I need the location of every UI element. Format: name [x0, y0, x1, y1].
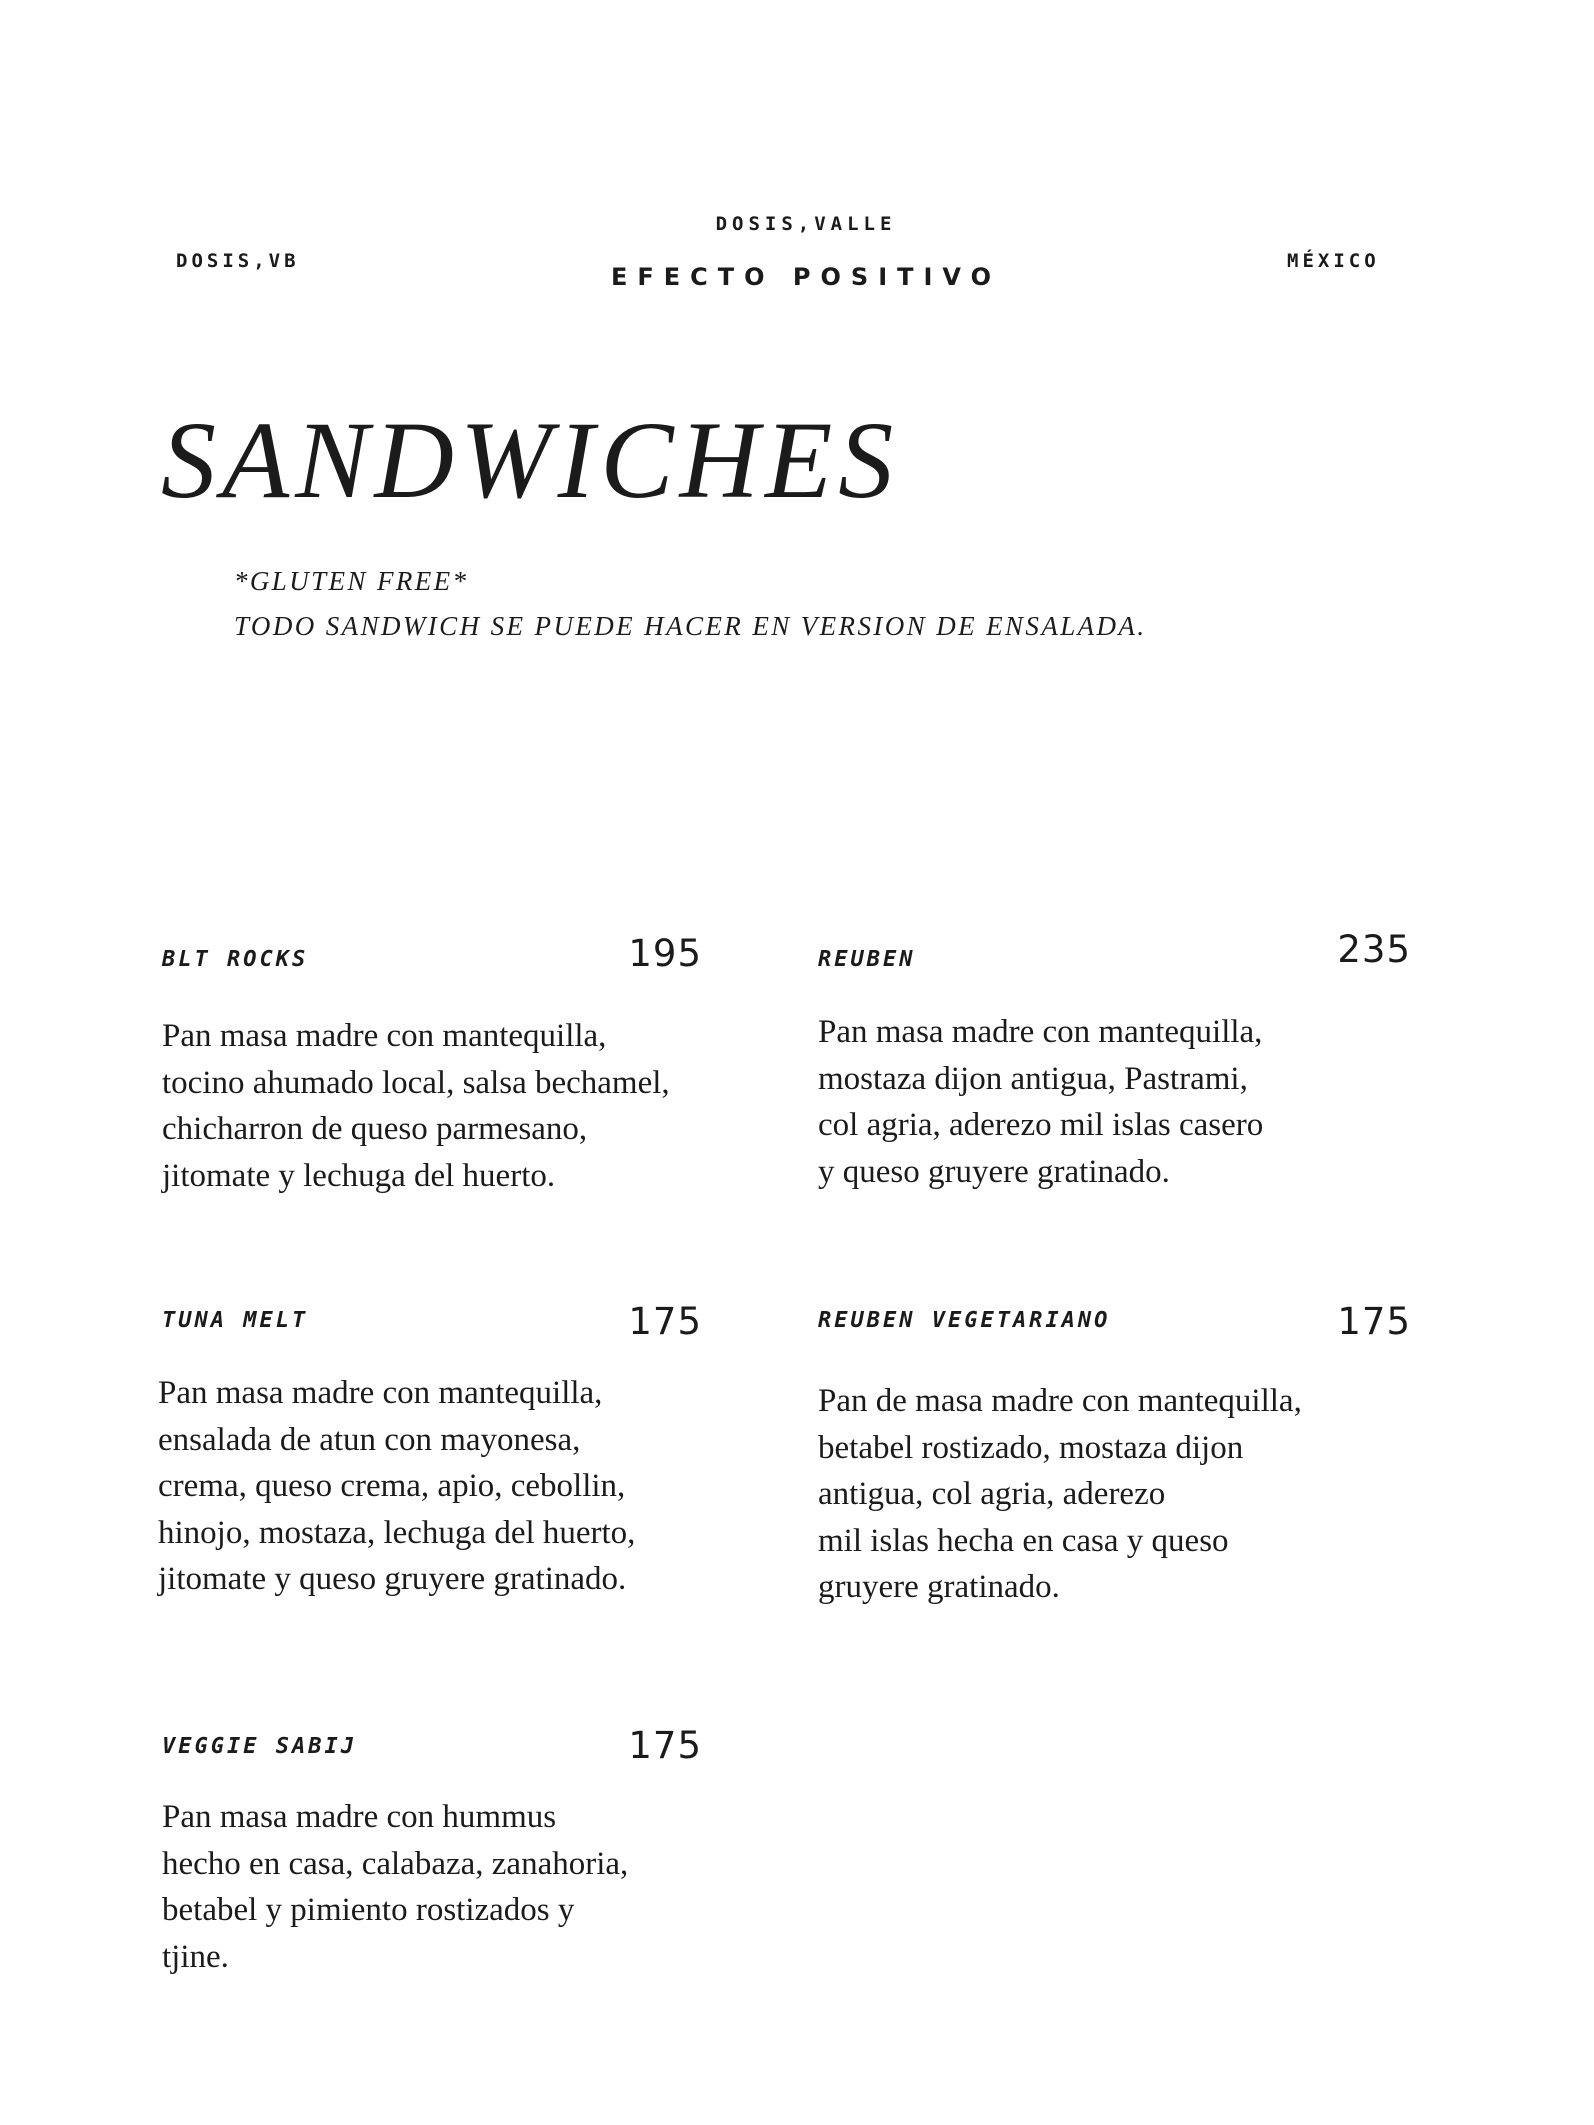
menu-item-description: Pan masa madre con mantequilla, tocino ahumado local, salsa bechamel, chicharron de queso parmesano, jitomate y lechuga del huerto.	[162, 1018, 670, 1194]
menu-item-description: Pan masa madre con mantequilla, mostaza dijon antigua, Pastrami, col agria, aderezo mil islas casero y queso gruyere gratinado.	[818, 1014, 1264, 1190]
menu-item-description: Pan masa madre con mantequilla, ensalada de atun con mayonesa, crema, queso crema, apio, cebollin, hinojo, mostaza, lechuga del huerto, jitomate y queso gruyere gratinado.	[158, 1375, 636, 1597]
header-center-sublabel: DOSIS,VALLE	[715, 213, 897, 235]
menu-item-price: 175	[1337, 1300, 1411, 1343]
header-brand-tagline: EFECTO POSITIVO	[611, 263, 1001, 291]
page-title: SANDWICHES	[161, 399, 900, 521]
menu-item-name: TUNA MELT	[162, 1308, 309, 1333]
menu-item-name: BLT ROCKS	[162, 947, 309, 972]
menu-item-name: REUBEN VEGETARIANO	[818, 1308, 1111, 1333]
menu-item-name: REUBEN	[818, 947, 916, 972]
menu-item-price: 175	[628, 1300, 702, 1343]
menu-item-description: Pan de masa madre con mantequilla, betabel rostizado, mostaza dijon antigua, col agria, aderezo mil islas hecha en casa y queso gruyere gratinado.	[818, 1383, 1302, 1605]
menu-item-price: 235	[1337, 928, 1411, 971]
gluten-free-note: *GLUTEN FREE*	[234, 566, 469, 596]
menu-item-description: Pan masa madre con hummus hecho en casa, calabaza, zanahoria, betabel y pimiento rostizados y tjine.	[162, 1799, 629, 1975]
menu-item-name: VEGGIE SABIJ	[162, 1734, 357, 1759]
menu-item-price: 195	[628, 932, 702, 975]
salad-version-note: TODO SANDWICH SE PUEDE HACER EN VERSION DE ENSALADA.	[234, 611, 1147, 641]
menu-item-price: 175	[628, 1724, 702, 1767]
header-left-label: DOSIS,VB	[176, 250, 300, 272]
header-right-label: MÉXICO	[1287, 250, 1380, 272]
